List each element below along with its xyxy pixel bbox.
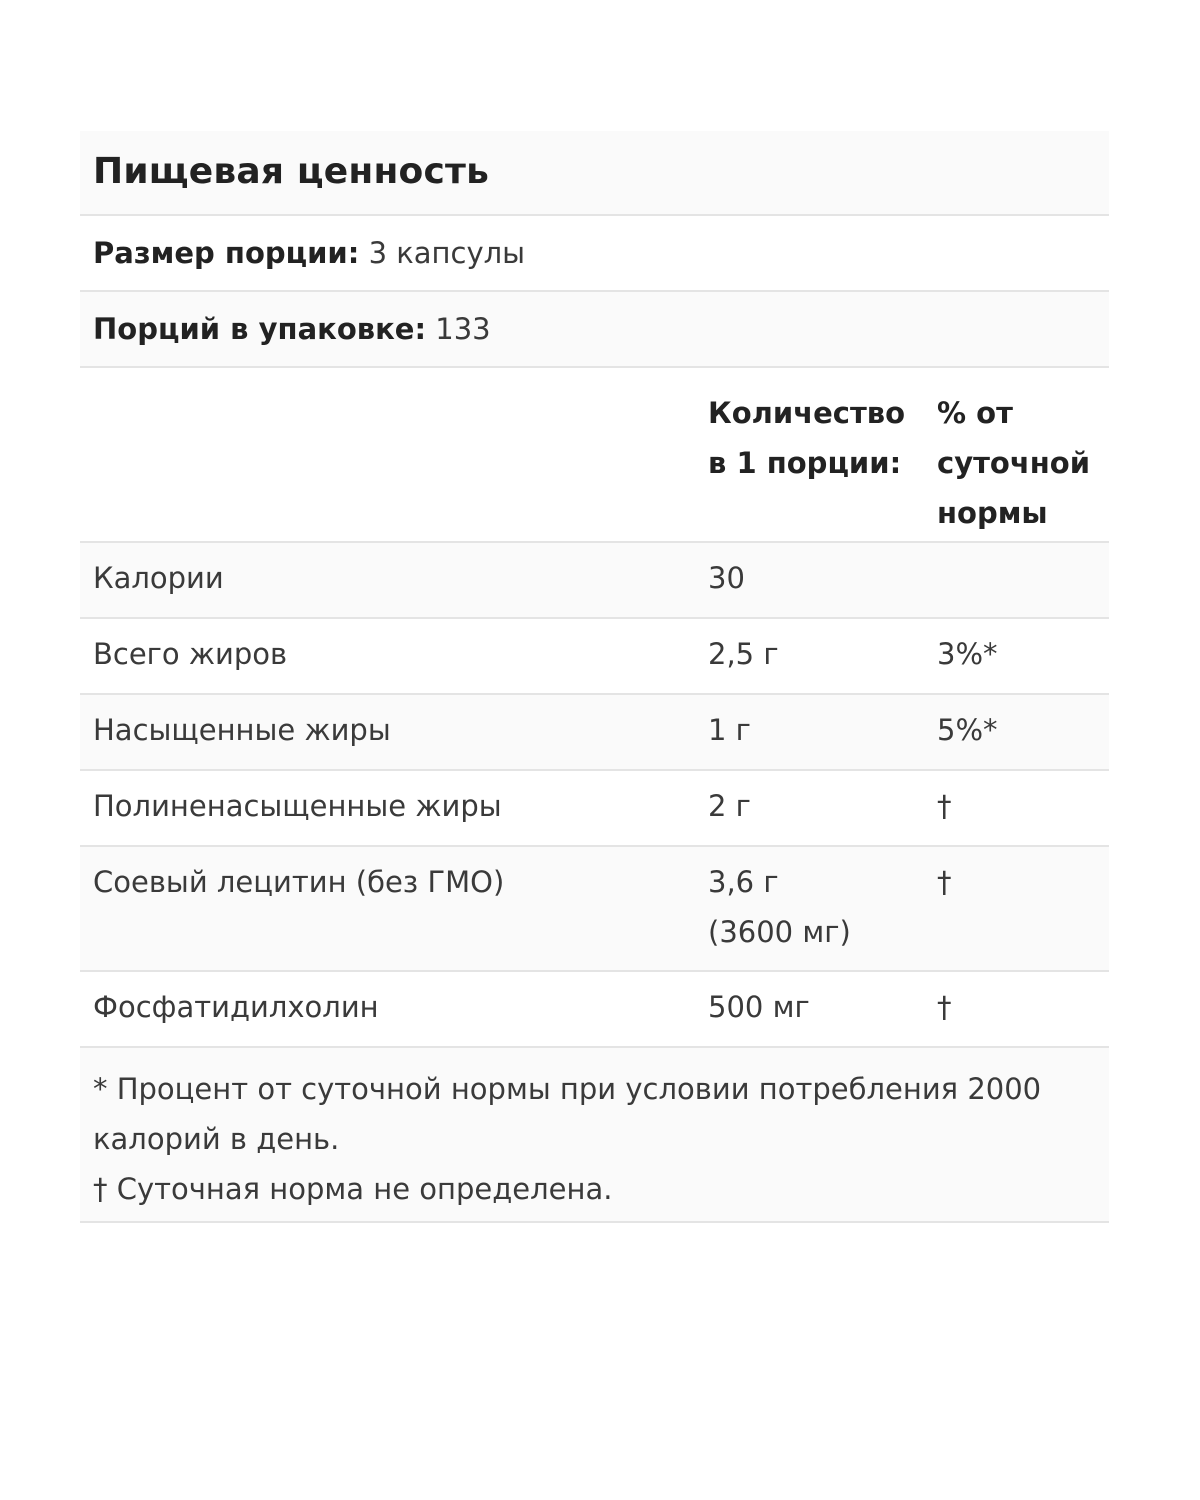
nutrient-name: Полиненасыщенные жиры	[93, 789, 502, 823]
page-title: Пищевая ценность	[93, 151, 490, 192]
table-row	[80, 847, 1109, 972]
servings-per-container-row	[80, 292, 1109, 368]
serving-size-row	[80, 216, 1109, 292]
percent-daily-value-footnote: * Процент от суточной нормы при условии потребления 2000 калорий в день.	[93, 1072, 1042, 1156]
servings-per-container-value: 133	[426, 312, 491, 346]
servings-per-container-label: Порций в упаковке:	[93, 312, 427, 346]
daily-value-column-header: % от суточной нормы	[937, 396, 1091, 530]
nutrient-name: Калории	[93, 561, 224, 595]
table-row	[80, 619, 1109, 695]
table-row	[80, 543, 1109, 619]
nutrient-amount: 30	[708, 561, 745, 595]
nutrient-daily-value: 3%*	[937, 637, 998, 671]
table-row	[80, 972, 1109, 1048]
not-established-footnote: † Суточная норма не определена.	[93, 1172, 613, 1206]
nutrition-facts-panel	[80, 131, 1109, 1223]
serving-size-value: 3 капсулы	[359, 236, 526, 270]
nutrient-name: Соевый лецитин (без ГМО)	[93, 865, 505, 899]
footnotes	[80, 1048, 1109, 1223]
nutrient-amount: 500 мг	[708, 990, 810, 1024]
nutrient-daily-value: †	[937, 789, 952, 823]
table-header-row	[80, 368, 1109, 543]
nutrient-name: Фосфатидилхолин	[93, 990, 379, 1024]
nutrient-amount: 3,6 г (3600 мг)	[708, 865, 851, 949]
nutrient-name: Всего жиров	[93, 637, 288, 671]
nutrient-amount: 1 г	[708, 713, 751, 747]
amount-column-header: Количество в 1 порции:	[708, 396, 906, 480]
nutrient-daily-value: †	[937, 865, 952, 899]
nutrient-amount: 2 г	[708, 789, 751, 823]
table-row	[80, 771, 1109, 847]
table-row	[80, 695, 1109, 771]
serving-size-label: Размер порции:	[93, 236, 360, 270]
nutrient-daily-value: †	[937, 990, 952, 1024]
nutrient-name: Насыщенные жиры	[93, 713, 391, 747]
title-row	[80, 131, 1109, 216]
nutrient-daily-value: 5%*	[937, 713, 998, 747]
nutrient-amount: 2,5 г	[708, 637, 779, 671]
